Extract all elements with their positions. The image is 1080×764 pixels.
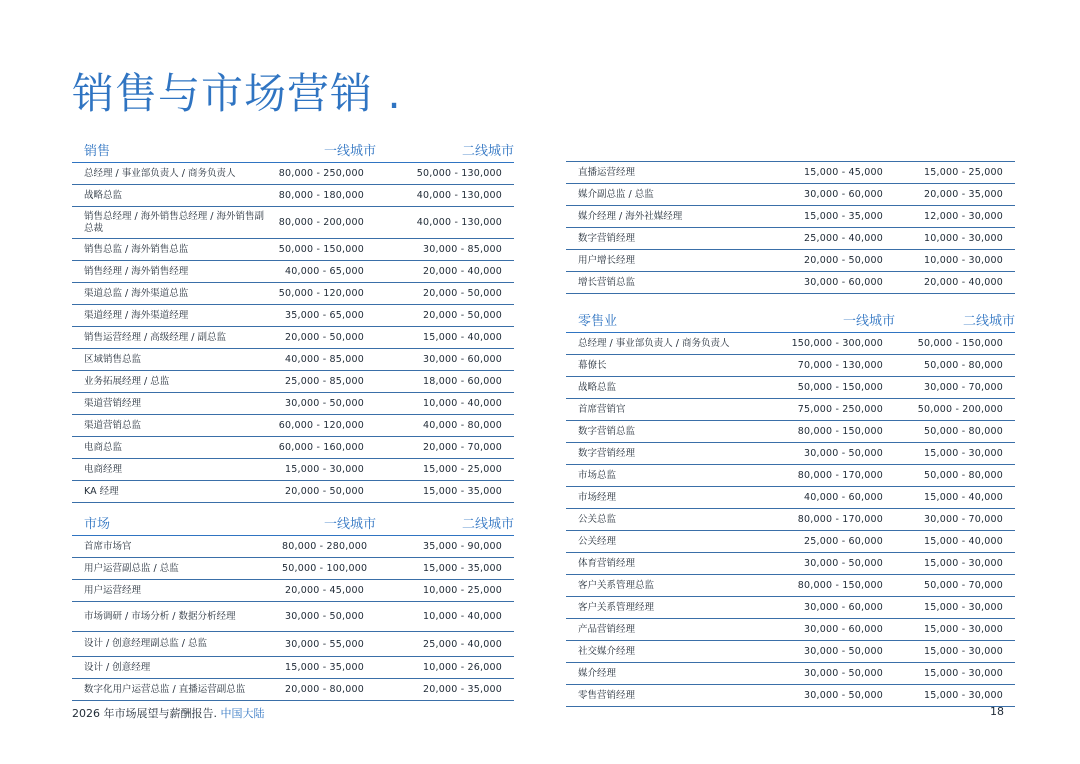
tier2-salary-cell: 40,000 - 130,000 xyxy=(416,217,502,228)
tier1-salary-cell: 50,000 - 100,000 xyxy=(282,563,368,574)
table-row xyxy=(72,632,514,657)
section-heading-sales: 销售 xyxy=(84,144,111,159)
sales-table-header xyxy=(72,140,514,163)
table-row xyxy=(72,679,514,701)
tier1-salary-cell: 15,000 - 35,000 xyxy=(804,211,883,222)
table-row xyxy=(566,228,1015,250)
tier2-salary-cell: 15,000 - 40,000 xyxy=(423,332,502,343)
tier2-salary-cell: 15,000 - 30,000 xyxy=(924,624,1003,635)
role-cell: 幕僚长 xyxy=(578,359,607,371)
table-row xyxy=(72,437,514,459)
table-row xyxy=(72,185,514,207)
tier2-salary-cell: 30,000 - 70,000 xyxy=(924,382,1003,393)
table-row xyxy=(566,421,1015,443)
role-cell: 社交媒介经理 xyxy=(578,645,636,657)
table-row xyxy=(566,399,1015,421)
role-cell: 体育营销经理 xyxy=(578,557,636,569)
table-row xyxy=(566,663,1015,685)
tier2-salary-cell: 10,000 - 25,000 xyxy=(423,585,502,596)
role-cell: 数字营销经理 xyxy=(578,232,636,244)
role-cell: 客户关系管理经理 xyxy=(578,601,655,613)
marketing-salary-table xyxy=(72,513,514,701)
retail-salary-table xyxy=(566,310,1015,707)
role-cell: 区域销售总监 xyxy=(84,353,142,365)
role-cell: 电商经理 xyxy=(84,463,123,475)
table-row xyxy=(566,184,1015,206)
tier1-salary-cell: 25,000 - 60,000 xyxy=(804,536,883,547)
role-cell: 媒介经理 xyxy=(578,667,617,679)
table-row xyxy=(72,261,514,283)
tier1-salary-cell: 30,000 - 50,000 xyxy=(804,448,883,459)
table-row xyxy=(72,580,514,602)
tier2-salary-cell: 15,000 - 30,000 xyxy=(924,690,1003,701)
role-cell: 渠道经理 / 海外渠道经理 xyxy=(84,309,189,321)
tier2-salary-cell: 50,000 - 70,000 xyxy=(924,580,1003,591)
role-cell: 战略总监 xyxy=(84,189,123,201)
tier1-salary-cell: 80,000 - 150,000 xyxy=(797,580,883,591)
tier2-salary-cell: 10,000 - 40,000 xyxy=(423,611,502,622)
table-row xyxy=(566,575,1015,597)
table-row xyxy=(72,657,514,679)
tier1-salary-cell: 70,000 - 130,000 xyxy=(797,360,883,371)
tier2-salary-cell: 15,000 - 35,000 xyxy=(423,563,502,574)
tier2-salary-cell: 15,000 - 30,000 xyxy=(924,646,1003,657)
tier2-salary-cell: 20,000 - 35,000 xyxy=(924,189,1003,200)
tier1-salary-cell: 50,000 - 150,000 xyxy=(278,244,364,255)
role-cell: 销售运营经理 / 高级经理 / 副总监 xyxy=(84,331,226,343)
tier1-salary-cell: 20,000 - 50,000 xyxy=(804,255,883,266)
tier1-salary-cell: 30,000 - 60,000 xyxy=(804,624,883,635)
column-header-tier2: 二线城市 xyxy=(461,517,514,532)
table-row xyxy=(72,349,514,371)
table-row xyxy=(72,207,514,239)
table-row xyxy=(72,327,514,349)
footer-report-name: 2026 年市场展望与薪酬报告. xyxy=(72,707,221,720)
role-cell: 设计 / 创意经理 xyxy=(84,661,151,673)
table-row xyxy=(72,239,514,261)
tier1-salary-cell: 80,000 - 250,000 xyxy=(278,168,364,179)
table-row xyxy=(566,355,1015,377)
table-row xyxy=(566,206,1015,228)
section-heading-marketing: 市场 xyxy=(84,517,111,532)
tier1-salary-cell: 40,000 - 65,000 xyxy=(285,266,364,277)
role-cell: 首席营销官 xyxy=(578,403,626,415)
tier1-salary-cell: 30,000 - 60,000 xyxy=(804,602,883,613)
tier2-salary-cell: 50,000 - 80,000 xyxy=(924,470,1003,481)
role-cell: 用户运营经理 xyxy=(84,584,142,596)
tier1-salary-cell: 30,000 - 55,000 xyxy=(285,638,364,650)
tier1-salary-cell: 30,000 - 50,000 xyxy=(804,558,883,569)
role-cell: 直播运营经理 xyxy=(578,166,636,178)
tier1-salary-cell: 30,000 - 50,000 xyxy=(285,611,364,622)
tier2-salary-cell: 15,000 - 30,000 xyxy=(924,602,1003,613)
tier2-salary-cell: 30,000 - 70,000 xyxy=(924,514,1003,525)
tier2-salary-cell: 50,000 - 130,000 xyxy=(416,168,502,179)
role-cell: 设计 / 创意经理副总监 / 总监 xyxy=(84,638,207,649)
table-row xyxy=(72,371,514,393)
role-cell: 用户运营副总监 / 总监 xyxy=(84,562,179,574)
tier1-salary-cell: 40,000 - 60,000 xyxy=(804,492,883,503)
tier1-salary-cell: 80,000 - 280,000 xyxy=(282,541,368,552)
table-row xyxy=(566,162,1015,184)
role-cell: 渠道营销经理 xyxy=(84,397,142,409)
tier1-salary-cell: 150,000 - 300,000 xyxy=(791,338,883,349)
role-cell: 首席市场官 xyxy=(84,540,132,552)
role-cell: 市场经理 xyxy=(578,491,617,503)
tier1-salary-cell: 80,000 - 170,000 xyxy=(797,470,883,481)
tier1-salary-cell: 75,000 - 250,000 xyxy=(797,404,883,415)
table-row xyxy=(72,558,514,580)
tier2-salary-cell: 50,000 - 80,000 xyxy=(924,426,1003,437)
table-row xyxy=(72,393,514,415)
tier2-salary-cell: 20,000 - 50,000 xyxy=(423,310,502,321)
role-cell: 业务拓展经理 / 总监 xyxy=(84,375,170,387)
tier1-salary-cell: 80,000 - 200,000 xyxy=(278,217,364,228)
tier1-salary-cell: 60,000 - 120,000 xyxy=(278,420,364,431)
role-cell: 总经理 / 事业部负责人 / 商务负责人 xyxy=(578,337,730,349)
tier1-salary-cell: 30,000 - 50,000 xyxy=(804,646,883,657)
tier1-salary-cell: 80,000 - 170,000 xyxy=(797,514,883,525)
table-row xyxy=(566,487,1015,509)
tier1-salary-cell: 50,000 - 120,000 xyxy=(278,288,364,299)
role-cell: 销售经理 / 海外销售经理 xyxy=(84,265,189,277)
tier2-salary-cell: 40,000 - 80,000 xyxy=(423,420,502,431)
role-cell: 市场调研 / 市场分析 / 数据分析经理 xyxy=(84,610,236,622)
role-cell: 渠道总监 / 海外渠道总监 xyxy=(84,287,189,299)
marketing-table-header xyxy=(72,513,514,536)
role-cell: 增长营销总监 xyxy=(578,276,636,288)
tier1-salary-cell: 80,000 - 180,000 xyxy=(278,190,364,201)
tier2-salary-cell: 20,000 - 50,000 xyxy=(423,288,502,299)
section-heading-retail: 零售业 xyxy=(578,314,618,329)
tier2-salary-cell: 15,000 - 35,000 xyxy=(423,486,502,497)
role-cell: 媒介副总监 / 总监 xyxy=(578,188,654,200)
tier1-salary-cell: 30,000 - 60,000 xyxy=(804,189,883,200)
tier1-salary-cell: 25,000 - 40,000 xyxy=(804,233,883,244)
table-row xyxy=(566,553,1015,575)
tier2-salary-cell: 12,000 - 30,000 xyxy=(924,211,1003,222)
tier2-salary-cell: 15,000 - 40,000 xyxy=(924,536,1003,547)
role-cell: 总经理 / 事业部负责人 / 商务负责人 xyxy=(84,167,236,179)
tier1-salary-cell: 20,000 - 50,000 xyxy=(285,332,364,343)
table-row xyxy=(566,377,1015,399)
role-cell: 产品营销经理 xyxy=(578,623,636,635)
retail-table-header xyxy=(566,310,1015,333)
tier2-salary-cell: 15,000 - 40,000 xyxy=(924,492,1003,503)
role-cell: KA 经理 xyxy=(84,485,119,497)
tier1-salary-cell: 25,000 - 85,000 xyxy=(285,376,364,387)
tier2-salary-cell: 35,000 - 90,000 xyxy=(423,541,502,552)
role-cell: 媒介经理 / 海外社媒经理 xyxy=(578,210,683,222)
tier2-salary-cell: 10,000 - 40,000 xyxy=(423,398,502,409)
table-row xyxy=(566,509,1015,531)
tier2-salary-cell: 30,000 - 60,000 xyxy=(423,354,502,365)
tier1-salary-cell: 40,000 - 85,000 xyxy=(285,354,364,365)
page-number: 18 xyxy=(990,705,1004,718)
tier2-salary-cell: 20,000 - 35,000 xyxy=(423,684,502,695)
role-cell: 数字化用户运营总监 / 直播运营副总监 xyxy=(84,683,246,695)
tier2-salary-cell: 10,000 - 30,000 xyxy=(924,233,1003,244)
tier2-salary-cell: 18,000 - 60,000 xyxy=(423,376,502,387)
tier1-salary-cell: 50,000 - 150,000 xyxy=(797,382,883,393)
tier1-salary-cell: 60,000 - 160,000 xyxy=(278,442,364,453)
table-row xyxy=(72,283,514,305)
column-header-tier2: 二线城市 xyxy=(962,314,1015,329)
tier2-salary-cell: 10,000 - 30,000 xyxy=(924,255,1003,266)
footer-region: 中国大陆 xyxy=(220,707,265,720)
tier1-salary-cell: 80,000 - 150,000 xyxy=(797,426,883,437)
tier2-salary-cell: 10,000 - 26,000 xyxy=(423,662,502,673)
tier1-salary-cell: 15,000 - 45,000 xyxy=(804,167,883,178)
role-cell: 公关总监 xyxy=(578,513,617,525)
tier1-salary-cell: 30,000 - 50,000 xyxy=(804,668,883,679)
tier2-salary-cell: 15,000 - 30,000 xyxy=(924,448,1003,459)
table-row xyxy=(72,602,514,632)
table-row xyxy=(566,597,1015,619)
role-cell: 销售总经理 / 海外销售总经理 / 海外销售副总裁 xyxy=(84,210,264,234)
tier2-salary-cell: 50,000 - 80,000 xyxy=(924,360,1003,371)
tier1-salary-cell: 15,000 - 35,000 xyxy=(285,662,364,673)
role-cell: 数字营销总监 xyxy=(578,425,636,437)
role-cell: 数字营销经理 xyxy=(578,447,636,459)
tier2-salary-cell: 15,000 - 30,000 xyxy=(924,558,1003,569)
tier1-salary-cell: 20,000 - 50,000 xyxy=(285,486,364,497)
tier1-salary-cell: 20,000 - 80,000 xyxy=(285,684,364,695)
column-header-tier1: 一线城市 xyxy=(323,144,376,159)
tier2-salary-cell: 50,000 - 200,000 xyxy=(917,404,1003,415)
role-cell: 电商总监 xyxy=(84,441,123,453)
role-cell: 渠道营销总监 xyxy=(84,419,142,431)
table-row xyxy=(566,619,1015,641)
table-row xyxy=(72,481,514,503)
table-row xyxy=(566,272,1015,294)
table-row xyxy=(566,641,1015,663)
table-row xyxy=(566,685,1015,707)
tier2-salary-cell: 15,000 - 25,000 xyxy=(924,167,1003,178)
tier2-salary-cell: 15,000 - 30,000 xyxy=(924,668,1003,679)
column-header-tier1: 一线城市 xyxy=(842,314,895,329)
sales-salary-table xyxy=(72,140,514,503)
role-cell: 客户关系管理总监 xyxy=(578,579,655,591)
tier2-salary-cell: 20,000 - 40,000 xyxy=(423,266,502,277)
tier1-salary-cell: 30,000 - 50,000 xyxy=(804,690,883,701)
tier1-salary-cell: 20,000 - 45,000 xyxy=(285,585,364,596)
tier1-salary-cell: 30,000 - 50,000 xyxy=(285,398,364,409)
table-row xyxy=(72,163,514,185)
column-header-tier1: 一线城市 xyxy=(323,517,376,532)
column-header-tier2: 二线城市 xyxy=(461,144,514,159)
tier1-salary-cell: 30,000 - 60,000 xyxy=(804,277,883,288)
tier2-salary-cell: 40,000 - 130,000 xyxy=(416,190,502,201)
table-row xyxy=(566,443,1015,465)
table-row xyxy=(72,536,514,558)
tier2-salary-cell: 15,000 - 25,000 xyxy=(423,464,502,475)
role-cell: 市场总监 xyxy=(578,469,617,481)
footer-report-title xyxy=(72,705,264,721)
tier2-salary-cell: 25,000 - 40,000 xyxy=(423,638,502,650)
tier2-salary-cell: 20,000 - 70,000 xyxy=(423,442,502,453)
tier2-salary-cell: 30,000 - 85,000 xyxy=(423,244,502,255)
tier2-salary-cell: 50,000 - 150,000 xyxy=(917,338,1003,349)
role-cell: 战略总监 xyxy=(578,381,617,393)
table-row xyxy=(72,459,514,481)
marketing-continued-table xyxy=(566,161,1015,294)
tier1-salary-cell: 15,000 - 30,000 xyxy=(285,464,364,475)
page-title: 销售与市场营销 . xyxy=(72,69,402,118)
role-cell: 用户增长经理 xyxy=(578,254,636,266)
role-cell: 零售营销经理 xyxy=(578,689,636,701)
table-row xyxy=(72,415,514,437)
table-row xyxy=(566,333,1015,355)
table-row xyxy=(72,305,514,327)
role-cell: 销售总监 / 海外销售总监 xyxy=(84,243,189,255)
table-row xyxy=(566,250,1015,272)
tier2-salary-cell: 20,000 - 40,000 xyxy=(924,277,1003,288)
table-row xyxy=(566,465,1015,487)
tier1-salary-cell: 35,000 - 65,000 xyxy=(285,310,364,321)
role-cell: 公关经理 xyxy=(578,535,617,547)
table-row xyxy=(566,531,1015,553)
